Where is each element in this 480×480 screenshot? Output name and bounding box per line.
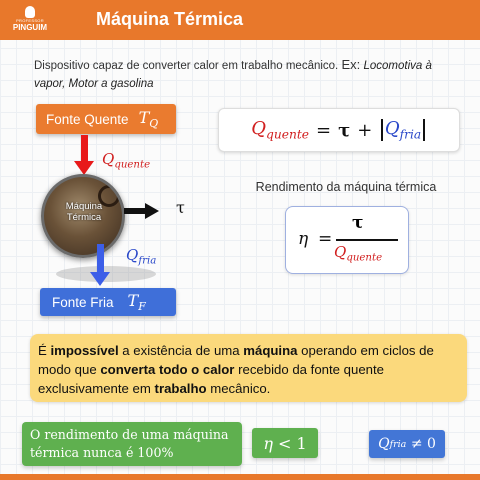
eq-q-cold-symbol: Q: [384, 118, 400, 140]
engine-label: [56, 201, 112, 223]
efficiency-statement: O rendimento de uma máquina térmica nunca é 100%: [22, 422, 242, 466]
second-law-note: [30, 334, 467, 402]
professor-pinguim-logo: [4, 6, 56, 36]
note-text-2: a existência de uma: [118, 343, 244, 358]
note-bold-1: impossível: [50, 343, 119, 358]
eta-inequality: [252, 428, 318, 458]
intro-examples: Locomotiva à vapor, Motor a gasolina: [34, 60, 432, 90]
note-bold-2: máquina: [243, 343, 298, 358]
efficiency-title: Rendimento da máquina térmica: [255, 180, 437, 194]
eq-q-hot-sub: quente: [266, 127, 310, 142]
eff-numerator: τ: [352, 213, 364, 233]
note-text-4: recebido da fonte quente exclusivamente em: [38, 362, 385, 396]
intro-definition: Dispositivo capaz de converter calor em trabalho mecânico.: [34, 60, 339, 72]
eff-den-symbol: Q: [334, 243, 347, 261]
efficiency-formula: [285, 206, 409, 274]
engine-label-line-2: Térmica: [66, 212, 102, 223]
logo-line-1: PROFESSOR: [16, 18, 44, 23]
heat-in-arrow-icon: [74, 161, 94, 175]
eff-den-sub: quente: [346, 252, 383, 264]
page-title: Máquina Térmica: [96, 9, 244, 29]
heat-out-arrow-shaft: [97, 244, 104, 274]
qfria-symbol: Q: [378, 436, 390, 452]
note-bold-4: trabalho: [154, 381, 207, 396]
hot-temp-sub: Q: [149, 116, 159, 130]
eq-q-hot-symbol: Q: [251, 118, 267, 140]
hot-temp-t: T: [138, 108, 150, 128]
work-arrow-icon: [145, 203, 159, 219]
q-cold-sub: fria: [138, 255, 157, 267]
abs-bar-left: [381, 119, 383, 141]
fraction-line: [336, 239, 398, 241]
cold-temp-symbol: [128, 291, 146, 313]
eff-eta: η: [298, 229, 309, 249]
eq-equals: =: [316, 119, 332, 141]
note-bold-3: converta todo o calor: [100, 362, 235, 377]
cold-temp-sub: F: [138, 299, 146, 313]
eq-tau: τ: [338, 119, 351, 141]
q-cold-symbol: Q: [126, 246, 139, 264]
engine-label-line-1: Máquina: [65, 201, 103, 212]
q-hot-symbol: Q: [102, 150, 115, 168]
energy-equation: [218, 108, 460, 152]
q-hot-label: [102, 150, 150, 171]
hot-source-label: Fonte Quente: [46, 111, 129, 127]
logo-line-2: PINGUIM: [12, 23, 48, 32]
hot-temp-symbol: [139, 108, 159, 130]
cold-source-box: [40, 288, 176, 316]
note-text-3: operando em ciclos de modo que: [38, 343, 434, 377]
eq-plus: +: [357, 119, 373, 141]
work-label: τ: [176, 198, 185, 217]
q-hot-sub: quente: [114, 159, 151, 171]
heat-out-arrow-icon: [90, 272, 110, 286]
work-arrow-shaft: [124, 208, 146, 214]
qfria-rest: ≠ 0: [410, 436, 436, 452]
intro-ex-label: Ex:: [341, 57, 361, 72]
hot-source-box: [36, 104, 176, 134]
eq-q-cold: [385, 118, 421, 141]
q-cold-nonzero: [369, 430, 445, 458]
intro-text: [34, 56, 454, 93]
eq-q-hot: [251, 118, 309, 141]
eff-equals: =: [318, 229, 333, 249]
cold-temp-t: T: [127, 291, 139, 311]
cold-source-label: Fonte Fria: [52, 294, 114, 310]
eta-ineq-eta: η: [263, 433, 273, 453]
eff-denominator: [334, 243, 382, 264]
note-text-5: mecânico.: [206, 381, 271, 396]
note-text-1: É: [38, 343, 51, 358]
penguin-icon: [25, 6, 35, 18]
footer-stripe: [0, 474, 480, 480]
q-cold-label: [126, 246, 156, 267]
abs-bar-right: [423, 119, 425, 141]
qfria-sub: fria: [389, 438, 407, 450]
eq-q-cold-sub: fria: [399, 127, 422, 142]
eta-ineq-rest: < 1: [278, 433, 307, 453]
heat-in-arrow-shaft: [81, 135, 88, 163]
